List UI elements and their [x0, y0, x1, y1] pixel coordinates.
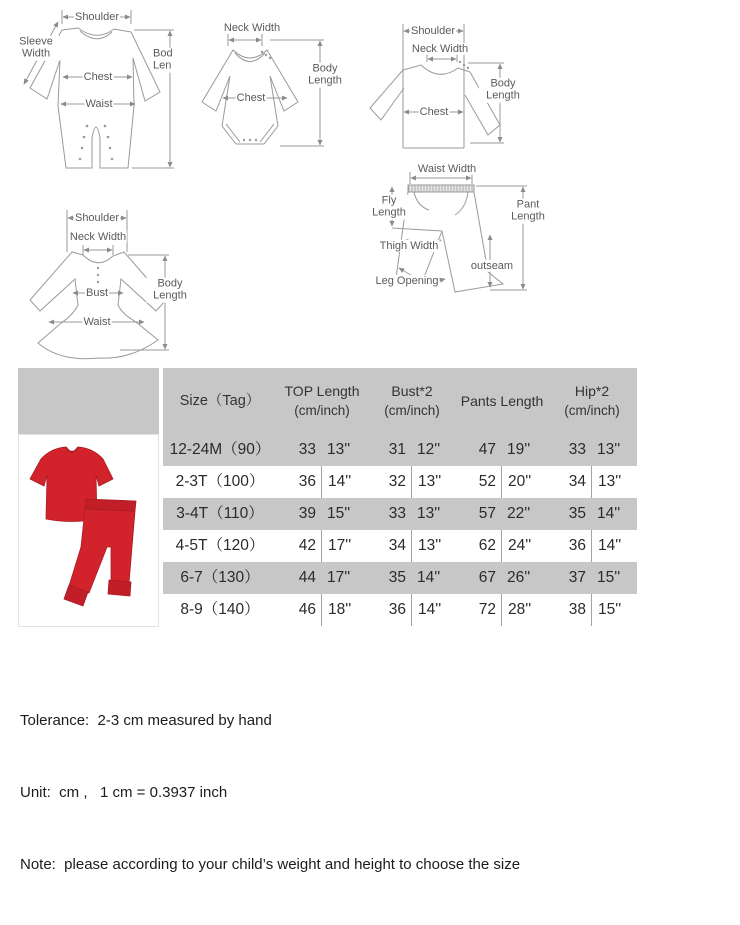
top-neck-width-label: Neck Width [411, 42, 469, 55]
pants-length-cell: 57 22'' [478, 505, 531, 522]
top-length-cell: 33 13'' [298, 441, 351, 458]
bodysuit-body-length-label: Body Length [301, 63, 349, 88]
romper-diagram [24, 10, 174, 168]
shorts-fly-length-label: Fly Length [365, 195, 413, 220]
shorts-waist-width-label: Waist Width [417, 162, 477, 175]
hip-cell: 35 14'' [568, 505, 621, 522]
red-outfit-illustration [19, 435, 158, 626]
hip-cell: 36 14'' [547, 530, 637, 562]
table-row [163, 594, 637, 626]
pants-length-cell: 62 24'' [457, 530, 547, 562]
hip-cell: 34 13'' [547, 466, 637, 498]
header-top-length [277, 381, 367, 421]
dress-shoulder-label: Shoulder [74, 211, 120, 224]
footer-notes [20, 661, 520, 925]
garment-measurement-diagrams [0, 0, 740, 362]
hip-cell: 38 15'' [547, 594, 637, 626]
top-length-cell: 44 17'' [298, 569, 351, 586]
bust-cell: 36 14'' [367, 594, 457, 626]
top-length-cell: 42 17'' [277, 530, 367, 562]
table-row [163, 466, 637, 498]
top-length-cell: 46 18'' [277, 594, 367, 626]
hip-cell: 33 13'' [568, 441, 621, 458]
top-length-cell: 36 14'' [277, 466, 367, 498]
romper-shoulder-label: Shoulder [74, 10, 120, 23]
size-cell: 12-24M（90） [169, 441, 271, 458]
romper-sleeve-width-label: Sleeve Width [12, 36, 60, 61]
header-top-length-unit: (cm/inch) [294, 403, 350, 418]
shorts-leg-opening-label: Leg Opening [375, 274, 439, 287]
header-bust-title: Bust*2 [391, 383, 433, 399]
hip-cell: 37 15'' [568, 569, 621, 586]
header-hip [547, 381, 637, 421]
bodysuit-chest-label: Chest [236, 91, 266, 104]
size-cell: 3-4T（110） [176, 505, 264, 522]
header-size: Size（Tag） [179, 393, 261, 409]
shorts-pant-length-label: Pant Length [504, 199, 552, 224]
romper-body-length-label: Bod Len [152, 48, 182, 73]
dress-waist-label: Waist [83, 315, 111, 328]
bust-cell: 35 14'' [388, 569, 441, 586]
romper-chest-label: Chest [83, 70, 113, 83]
table-row [163, 530, 637, 562]
pants-length-cell: 67 26'' [478, 569, 531, 586]
size-cell: 4-5T（120） [175, 537, 265, 554]
top-chest-label: Chest [419, 105, 449, 118]
product-image [18, 434, 159, 627]
table-row [163, 434, 637, 466]
header-top-length-title: TOP Length [284, 383, 360, 399]
top-shoulder-label: Shoulder [410, 24, 456, 37]
bust-cell: 34 13'' [367, 530, 457, 562]
pants-length-cell: 72 28'' [457, 594, 547, 626]
header-hip-unit: (cm/inch) [564, 403, 620, 418]
bodysuit-diagram [202, 34, 324, 146]
bodysuit-neck-width-label: Neck Width [223, 21, 281, 34]
header-hip-title: Hip*2 [574, 383, 610, 399]
header-bust-unit: (cm/inch) [384, 403, 440, 418]
shorts-outseam-label: outseam [470, 259, 514, 272]
size-note: Note: please according to your child’s weight and height to choose the size [20, 856, 521, 873]
romper-waist-label: Waist [85, 97, 113, 110]
header-bust [367, 381, 457, 421]
pants-length-cell: 52 20'' [457, 466, 547, 498]
bust-cell: 31 12'' [388, 441, 441, 458]
top-length-cell: 39 15'' [298, 505, 351, 522]
header-pants-length: Pants Length [460, 393, 544, 409]
bust-cell: 32 13'' [367, 466, 457, 498]
unit-note: Unit: cm , 1 cm = 0.3937 inch [20, 784, 228, 801]
shorts-thigh-width-label: Thigh Width [379, 239, 439, 252]
bust-cell: 33 13'' [388, 505, 441, 522]
table-row [163, 498, 637, 530]
tolerance-note: Tolerance: 2-3 cm measured by hand [20, 712, 272, 729]
pants-length-cell: 47 19'' [478, 441, 531, 458]
dress-body-length-label: Body Length [146, 278, 194, 303]
top-body-length-label: Body Length [479, 78, 527, 103]
size-cell: 6-7（130） [180, 569, 260, 586]
table-row [163, 562, 637, 594]
dress-neck-width-label: Neck Width [69, 230, 127, 243]
dress-bust-label: Bust [85, 286, 109, 299]
size-cell: 2-3T（100） [175, 473, 265, 490]
size-cell: 8-9（140） [180, 601, 260, 618]
